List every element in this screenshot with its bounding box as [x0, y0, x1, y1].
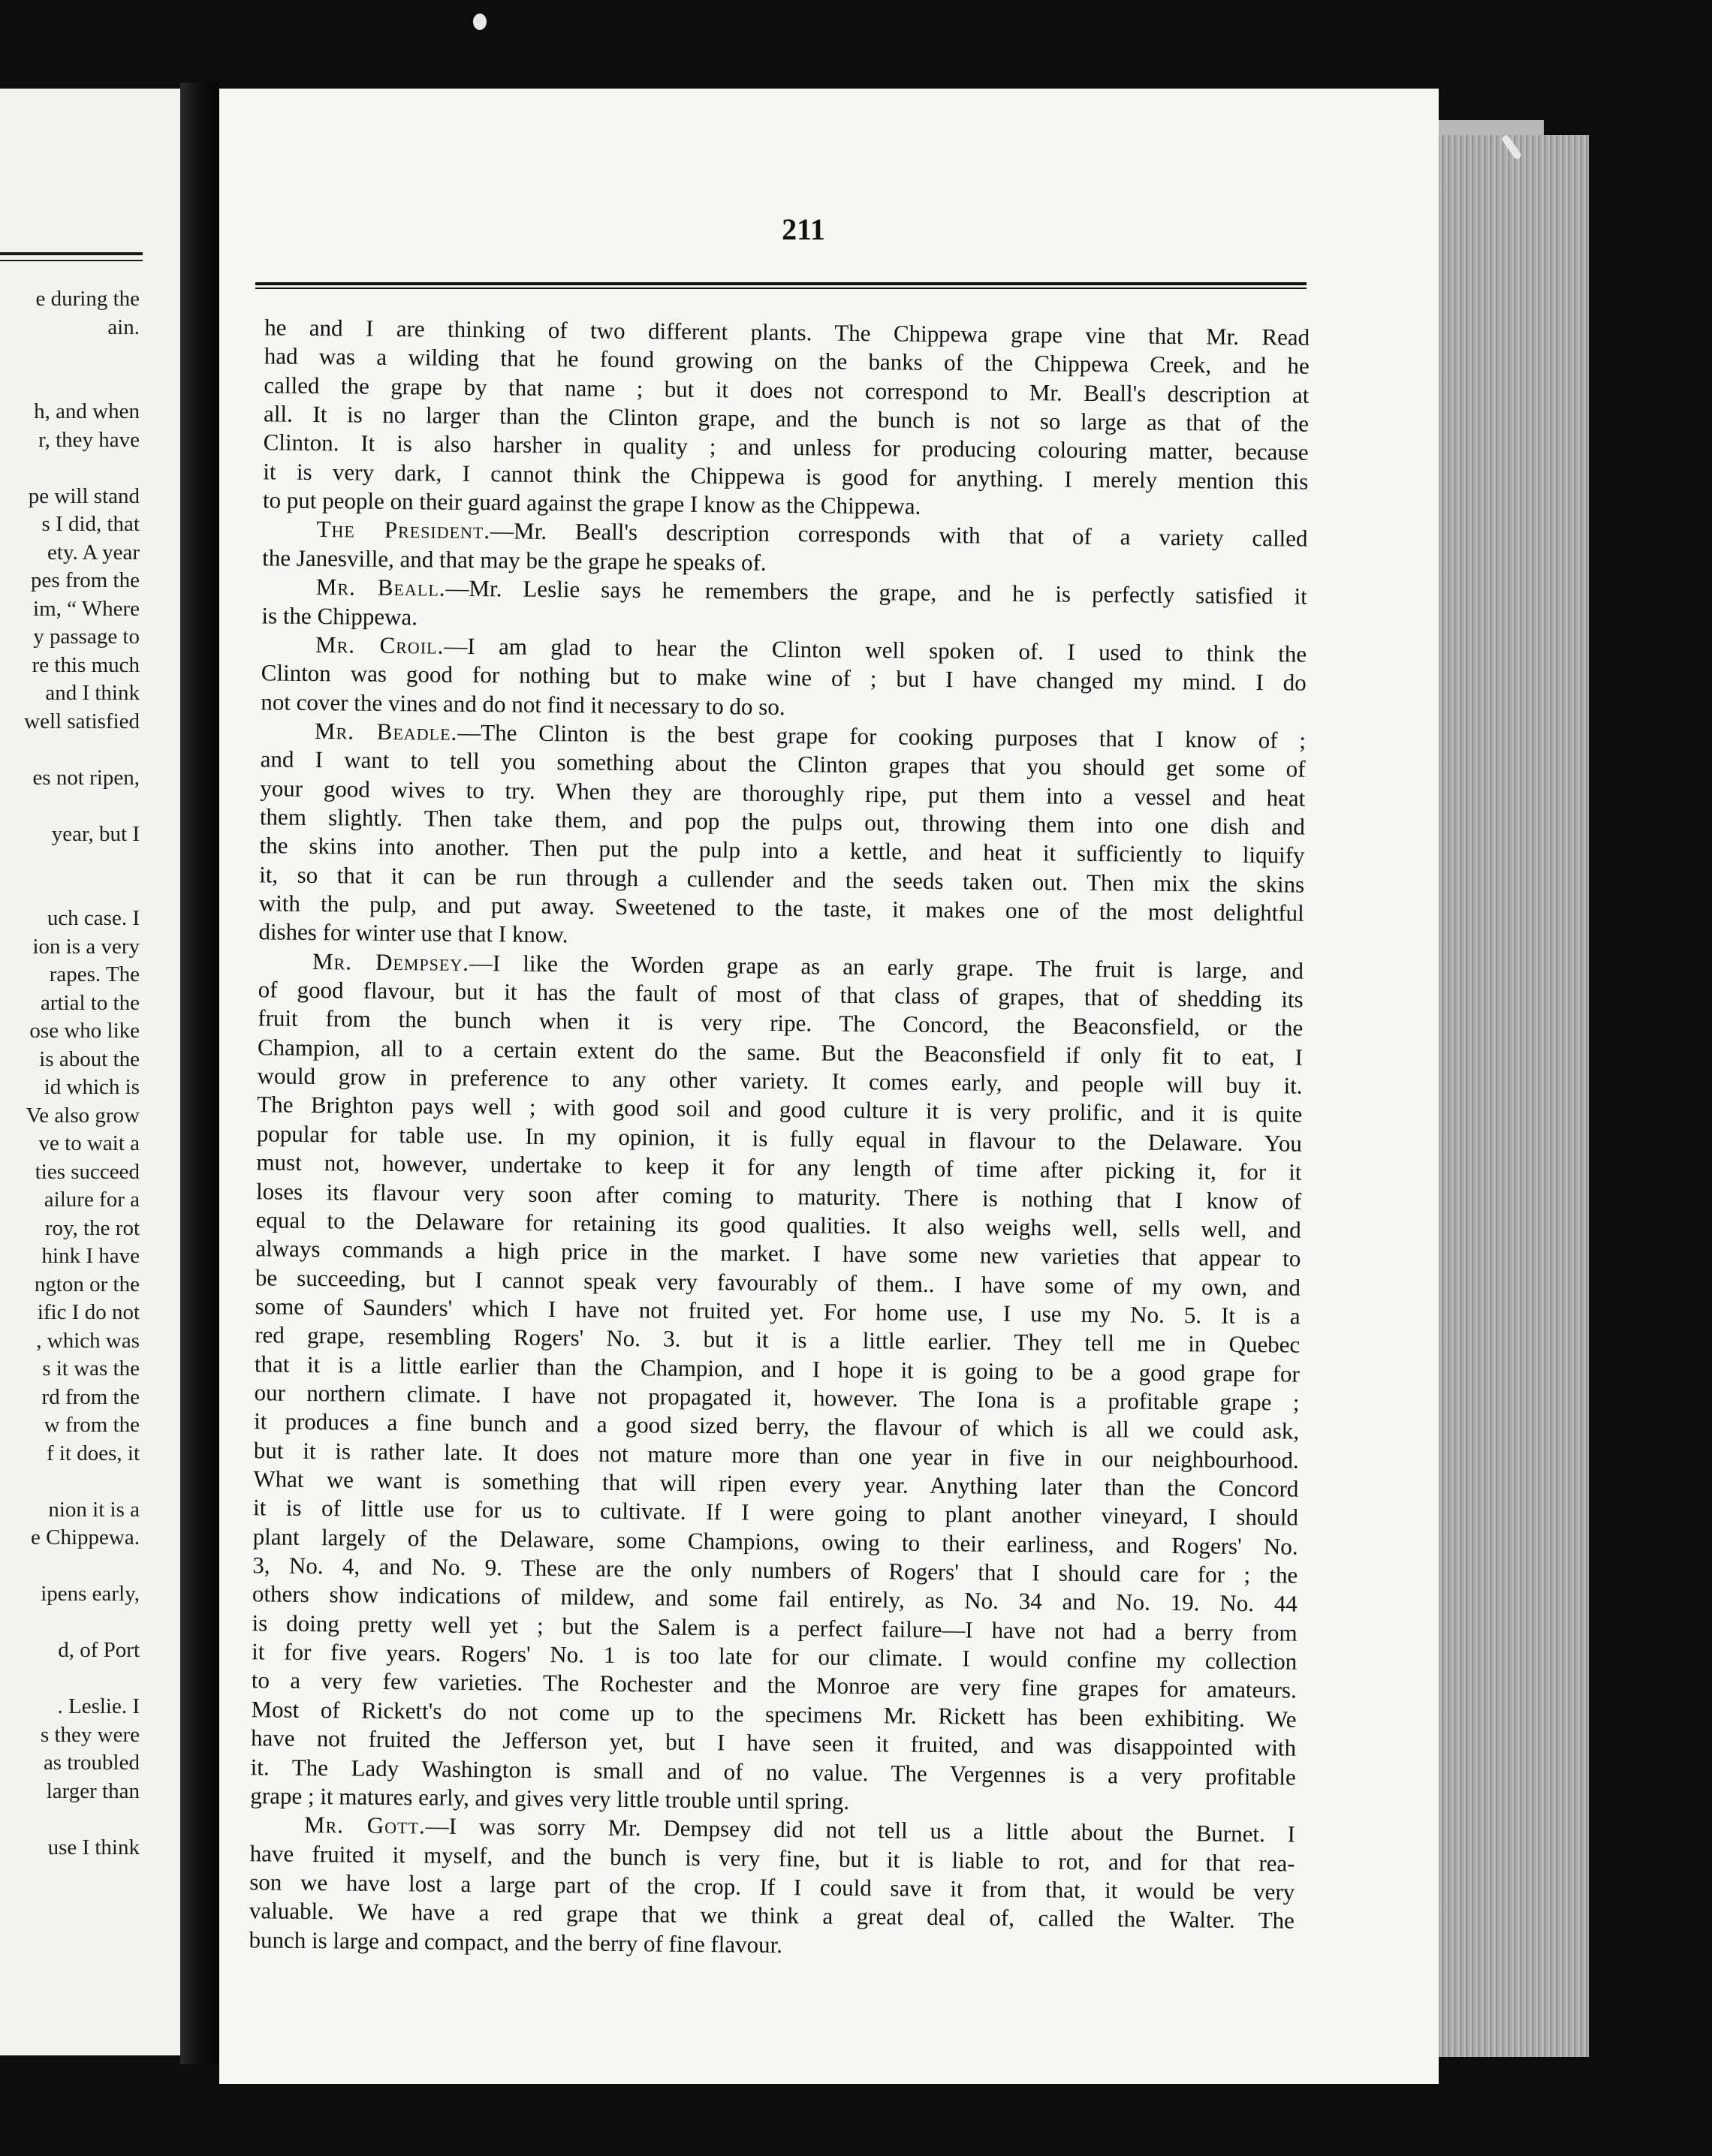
- line-text: is the Chippewa.: [261, 601, 418, 630]
- left-page-line: ific I do not: [37, 1300, 140, 1324]
- left-page-line: and I think: [45, 681, 140, 705]
- left-page-line: w from the: [44, 1413, 140, 1437]
- line-text: Most of Rickett's do not come up to the specimens Mr. Rickett has been exhibiting. We: [251, 1696, 1297, 1733]
- page-number: 211: [782, 212, 825, 246]
- line-text: plant largely of the Delaware, some Champions, owing to their earliness, and Rogers' No.: [252, 1522, 1298, 1560]
- left-page-line: re this much: [32, 652, 140, 677]
- left-page-line: pe will stand: [28, 483, 140, 508]
- line-text: Clinton. It is also harsher in quality ; and unless for producing colouring matter, because: [263, 429, 1309, 466]
- line-text: —I like the Worden grape as an early grape. The fruit is large, and: [469, 949, 1304, 984]
- speaker-name: Mr. Gott.: [303, 1811, 426, 1839]
- line-text: it is very dark, I cannot think the Chippewa is good for anything. I merely mention this: [263, 458, 1309, 495]
- left-page-line: pes from the: [31, 568, 140, 592]
- line-text: red grape, resembling Rogers' No. 3. but it is a little earlier. They tell me in Quebec: [255, 1321, 1301, 1358]
- left-page-line: es not ripen,: [32, 765, 140, 790]
- left-page-line: larger than: [46, 1778, 140, 1803]
- line-text: but it is rather late. It does not mature more than one year in five in our neighbourhood.: [253, 1436, 1299, 1474]
- line-text: —I am glad to hear the Clinton well spoken of. I used to think the: [444, 632, 1307, 667]
- line-text: 3, No. 4, and No. 9. These are the only numbers of Rogers' that I should care for ; the: [252, 1552, 1298, 1588]
- line-text: others show indications of mildew, and some fail entirely, as No. 34 and No. 19. No. 44: [252, 1580, 1298, 1618]
- line-text: The Brighton pays well ; with good soil and good culture it is very prolific, and it is quite: [257, 1091, 1303, 1128]
- line-text: had was a wilding that he found growing on the banks of the Chippewa Creek, and he: [264, 342, 1310, 380]
- left-page-line: e during the: [35, 287, 140, 311]
- line-text: and I want to tell you something about the Clinton grapes that you should get some of: [260, 745, 1306, 782]
- line-text: What we want is something that will ripen every year. Anything later than the Concord: [253, 1465, 1299, 1502]
- speaker-name: Mr. Dempsey.: [312, 947, 470, 976]
- line-text: your good wives to try. When they are thoroughly ripe, put them into a vessel and heat: [260, 774, 1306, 812]
- left-page-line: rapes. The: [49, 962, 140, 986]
- line-text: —The Clinton is the best grape for cooking purposes that I know of ;: [457, 718, 1307, 754]
- line-text: fruit from the bunch when it is very ripe. The Concord, the Beaconsfield, or the: [258, 1004, 1304, 1042]
- left-page-line: s they were: [40, 1722, 140, 1747]
- left-page-line: f it does, it: [46, 1441, 140, 1465]
- left-page-line: ain.: [107, 315, 140, 339]
- line-text: Clinton was good for nothing but to make wine of ; but I have changed my mind. I do: [261, 659, 1307, 696]
- line-text: grape ; it matures early, and gives very little trouble until spring.: [250, 1782, 850, 1814]
- left-page-line: artial to the: [40, 990, 140, 1015]
- line-text: —I was sorry Mr. Dempsey did not tell us a little about the Burnet. I: [425, 1812, 1296, 1847]
- left-page-line: roy, the rot: [44, 1215, 140, 1240]
- speaker-name: Mr. Beadle.: [314, 717, 458, 745]
- left-page-line: h, and when: [34, 399, 140, 423]
- speaker-name: The President.: [316, 516, 491, 544]
- line-text: loses its flavour very soon after coming to maturity. There is nothing that I know of: [255, 1177, 1302, 1215]
- line-text: Champion, all to a certain extent do the same. But the Beaconsfield if only fit to eat, I: [257, 1034, 1304, 1070]
- left-page-line: is about the: [39, 1046, 140, 1071]
- left-page-line: ties succeed: [35, 1159, 140, 1184]
- left-page-line: . Leslie. I: [57, 1694, 140, 1718]
- line-text: not cover the vines and do not find it necessary to do so.: [261, 688, 785, 720]
- line-text: our northern climate. I have not propagated it, however. The Iona is a profitable grape ;: [254, 1379, 1300, 1416]
- left-page-line: ose who like: [29, 1019, 140, 1043]
- line-text: the Janesville, and that may be the grape he speaks of.: [262, 544, 767, 576]
- left-page-line: im, “ Where: [33, 596, 140, 621]
- left-page-line: d, of Port: [58, 1638, 140, 1662]
- line-text: —Mr. Leslie says he remembers the grape, and he is perfectly satisfied it: [445, 574, 1307, 610]
- speaker-name: Mr. Beall.: [315, 574, 446, 601]
- left-page-line: y passage to: [33, 625, 140, 649]
- left-page-line: Ve also grow: [26, 1103, 140, 1128]
- speaker-name: Mr. Croil.: [315, 631, 445, 659]
- line-text: be succeeding, but I cannot speak very favourably of them.. I have some of my own, and: [255, 1263, 1301, 1301]
- line-text: —Mr. Beall's description corresponds with that of a variety called: [490, 517, 1308, 553]
- left-page-line: , which was: [36, 1328, 140, 1353]
- line-text: it is of little use for us to cultivate. If I were going to plant another vineyard, I should: [252, 1494, 1299, 1531]
- line-text: must not, however, undertake to keep it for any length of time after picking it, for it: [256, 1149, 1302, 1185]
- left-page-line: well satisfied: [24, 709, 140, 733]
- left-page-line: e Chippewa.: [31, 1525, 140, 1549]
- left-page-line: ailure for a: [44, 1188, 140, 1212]
- line-text: with the pulp, and put away. Sweetened to the taste, it makes one of the most delightful: [258, 890, 1304, 926]
- line-text: called the grape by that name ; but it does not correspond to Mr. Beall's description at: [264, 372, 1310, 408]
- line-text: to a very few varieties. The Rochester and the Monroe are very fine grapes for amateurs.: [251, 1667, 1297, 1704]
- left-page-line: hink I have: [41, 1244, 140, 1268]
- left-page-line: ety. A year: [47, 540, 140, 565]
- line-text: son we have lost a large part of the crop. If I could save it from that, it would be very: [249, 1868, 1295, 1905]
- left-page-line: use I think: [47, 1835, 140, 1859]
- left-page-line: uch case. I: [47, 906, 140, 930]
- line-text: it, so that it can be run through a cullender and the seeds taken out. Then mix the skins: [259, 860, 1305, 898]
- line-text: it produces a fine bunch and a good sized berry, the flavour of which is all we could ask,: [254, 1408, 1300, 1444]
- line-text: that it is a little earlier than the Champion, and I hope it is going to be a good grape for: [254, 1350, 1301, 1387]
- left-page-line: r, they have: [38, 427, 140, 452]
- line-text: all. It is no larger than the Clinton grape, and the bunch is not so large as that of the: [263, 400, 1310, 437]
- line-text: have not fruited the Jefferson yet, but I have seen it fruited, and was disappointed with: [250, 1724, 1297, 1761]
- left-page-line: year, but I: [51, 821, 140, 846]
- line-text: popular for table use. In my opinion, it is fully equal in flavour to the Delaware. You: [256, 1120, 1302, 1157]
- left-page-line: rd from the: [41, 1384, 140, 1409]
- line-text: always commands a high price in the market. I have some new varieties that appear to: [255, 1235, 1301, 1272]
- dust-speck: [473, 14, 487, 30]
- line-text: some of Saunders' which I have not fruited yet. For home use, I use my No. 5. It is a: [255, 1293, 1301, 1329]
- line-text: bunch is large and compact, and the berry of fine flavour.: [249, 1926, 783, 1958]
- line-text: would grow in preference to any other variety. It comes early, and people will buy it.: [257, 1062, 1303, 1099]
- left-page-line: ngton or the: [34, 1272, 140, 1296]
- left-page-line: ipens early,: [41, 1582, 140, 1606]
- left-page-line: s it was the: [42, 1357, 140, 1381]
- line-text: he and I are thinking of two different plants. The Chippewa grape vine that Mr. Read: [264, 314, 1310, 351]
- left-page-line: ve to wait a: [38, 1131, 140, 1155]
- left-page-line: as troubled: [43, 1751, 140, 1775]
- line-text: of good flavour, but it has the fault of most of that class of grapes, that of shedding its: [258, 976, 1304, 1013]
- line-text: dishes for winter use that I know.: [258, 918, 568, 948]
- left-page-line: nion it is a: [48, 1497, 140, 1522]
- line-text: them slightly. Then take them, and pop the pulps out, throwing them into one dish and: [259, 803, 1306, 840]
- line-text: it. The Lady Washington is small and of no value. The Vergennes is a very profitable: [250, 1753, 1296, 1790]
- line-text: it for five years. Rogers' No. 1 is too late for our climate. I would confine my collection: [252, 1638, 1298, 1675]
- left-page-line: ion is a very: [32, 934, 140, 959]
- line-text: valuable. We have a red grape that we think a great deal of, called the Walter. The: [249, 1897, 1295, 1934]
- line-text: equal to the Delaware for retaining its good qualities. It also weighs well, sells well, and: [255, 1206, 1301, 1243]
- line-text: have fruited it myself, and the bunch is very fine, but it is liable to rot, and for that rea-: [249, 1839, 1295, 1877]
- left-page-line: s I did, that: [41, 512, 140, 536]
- line-text: the skins into another. Then put the pulp into a kettle, and heat it sufficiently to liquify: [259, 832, 1305, 869]
- line-text: is doing pretty well yet ; but the Salem is a perfect failure—I have not had a berry from: [252, 1609, 1298, 1646]
- left-page-line: id which is: [44, 1075, 140, 1099]
- line-text: to put people on their guard against the grape I know as the Chippewa.: [262, 486, 921, 519]
